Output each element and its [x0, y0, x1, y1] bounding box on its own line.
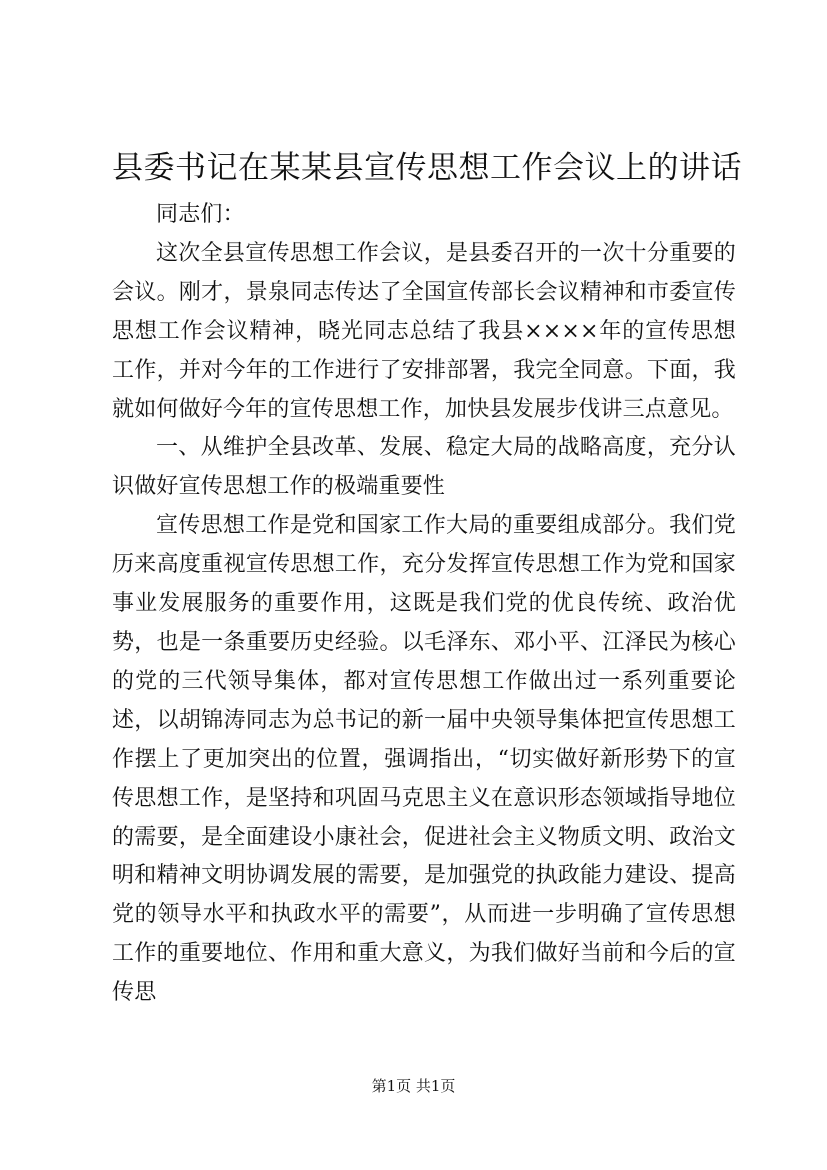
document-title: 县委书记在某某县宣传思想工作会议上的讲话 [112, 150, 742, 186]
section-heading-1: 一、从维护全县改革、发展、稳定大局的战略高度，充分认识做好宣传思想工作的极端重要性 [112, 435, 736, 500]
intro-paragraph: 这次全县宣传思想工作会议，是县委召开的一次十分重要的会议。刚才，景泉同志传达了全国宣传部长会议精神和市委宣传思想工作会议精神，晓光同志总结了我县××××年的宣传思想工作，并对今年的工作进行了安排部署，我完全同意。下面，我就如何做好今年的宣传思想工作，加快县发展步伐讲三点意见。 [112, 240, 736, 422]
document-body [112, 196, 736, 1013]
page-footer: 第1页 共1页 [371, 1077, 456, 1095]
salutation-paragraph: 同志们： [156, 202, 245, 227]
body-paragraph: 宣传思想工作是党和国家工作大局的重要组成部分。我们党历来高度重视宣传思想工作，充分发挥宣传思想工作为党和国家事业发展服务的重要作用，这既是我们党的优良传统、政治优势，也是一条重要历史经验。以毛泽东、邓小平、江泽民为核心的党的三代领导集体，都对宣传思想工作做出过一系列重要论述，以胡锦涛同志为总书记的新一届中央领导集体把宣传思想工作摆上了更加突出的位置，强调指出，“切实做好新形势下的宣传思想工作，是坚持和巩固马克思主义在意识形态领域指导地位的需要，是全面建设小康社会，促进社会主义物质文明、政治文明和精神文明协调发展的需要，是加强党的执政能力建设、提高党的领导水平和执政水平的需要”，从而进一步明确了宣传思想工作的重要地位、作用和重大意义，为我们做好当前和今后的宣传思 [112, 513, 736, 1006]
